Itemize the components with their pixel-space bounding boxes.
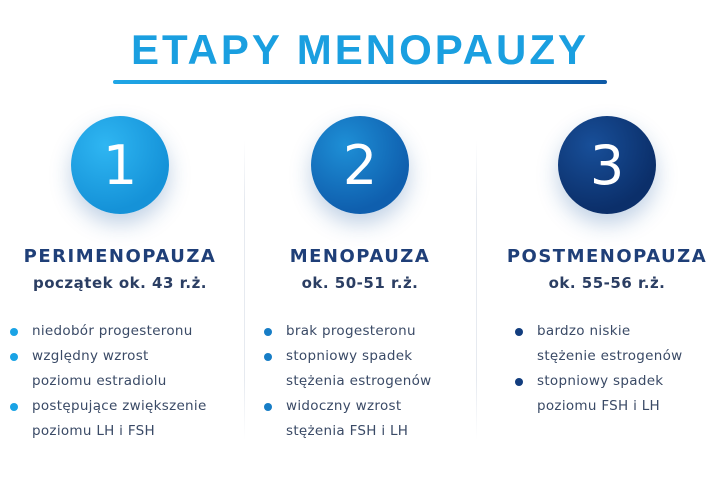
bullet-dot-icon <box>515 328 523 336</box>
item-text: bardzo niskie stężenie estrogenów <box>537 323 683 364</box>
bullet-dot-icon <box>515 378 523 386</box>
stage-age: ok. 55-56 r.ż. <box>548 274 666 292</box>
stage-item-list <box>264 319 431 444</box>
stage-item-list <box>515 319 683 419</box>
title-underline <box>113 80 607 84</box>
stage-name: MENOPAUZA <box>289 246 431 267</box>
item-text: niedobór progesteronu <box>32 323 193 339</box>
list-item <box>264 344 431 394</box>
stage-age: początek ok. 43 r.ż. <box>32 274 207 292</box>
bullet-dot-icon <box>10 403 18 411</box>
list-item <box>515 319 683 369</box>
stage-age: ok. 50-51 r.ż. <box>301 274 419 292</box>
stage-column-3 <box>487 112 720 462</box>
item-text: stopniowy spadek stężenia estrogenów <box>286 348 432 389</box>
list-item <box>10 394 207 444</box>
stage-column-1 <box>0 112 240 462</box>
list-item <box>515 369 683 419</box>
list-item <box>264 394 431 444</box>
bullet-dot-icon <box>10 328 18 336</box>
item-text: względny wzrost poziomu estradiolu <box>32 348 167 389</box>
bullet-dot-icon <box>264 328 272 336</box>
bullet-dot-icon <box>264 353 272 361</box>
item-text: widoczny wzrost stężenia FSH i LH <box>286 398 409 439</box>
list-item <box>10 319 207 344</box>
stage-number-circle: 1 <box>71 116 169 214</box>
page-title: ETAPY MENOPAUZY <box>130 26 590 73</box>
stage-column-2 <box>240 112 480 462</box>
bullet-dot-icon <box>264 403 272 411</box>
item-text: stopniowy spadek poziomu FSH i LH <box>537 373 664 414</box>
list-item <box>10 344 207 394</box>
bullet-dot-icon <box>10 353 18 361</box>
list-item <box>264 319 431 344</box>
stage-name: PERIMENOPAUZA <box>23 246 217 267</box>
stage-name: POSTMENOPAUZA <box>506 246 708 267</box>
item-text: brak progesteronu <box>286 323 416 339</box>
stage-item-list <box>10 319 207 444</box>
stage-number-circle: 3 <box>558 116 656 214</box>
stage-number-circle: 2 <box>311 116 409 214</box>
item-text: postępujące zwiększenie poziomu LH i FSH <box>32 398 207 439</box>
